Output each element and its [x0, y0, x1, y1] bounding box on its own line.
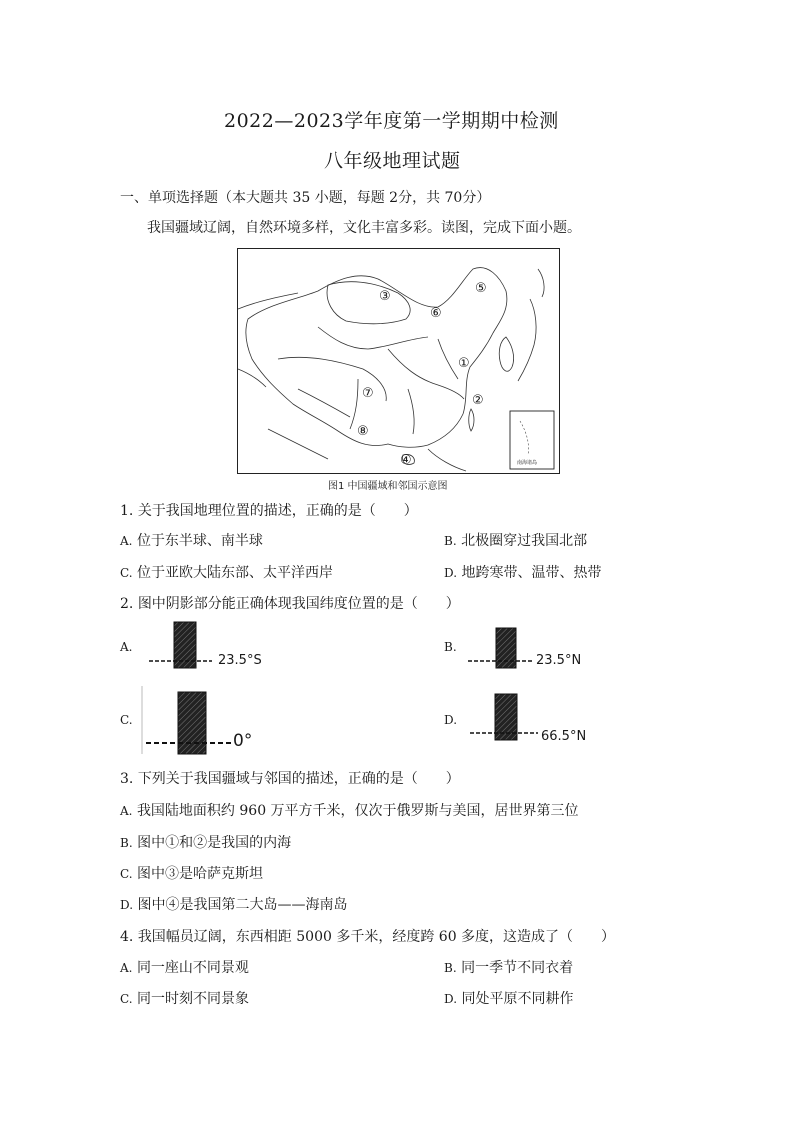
question-1-option-d[interactable]: D. 地跨寒带、温带、热带: [444, 565, 602, 581]
question-1-stem: 1. 关于我国地理位置的描述，正确的是（ ）: [120, 503, 418, 519]
exam-title: 2022—2023学年度第一学期期中检测: [224, 110, 559, 132]
question-2-option-c-latitude: 0°: [233, 731, 253, 751]
question-2-option-c-diagram[interactable]: [140, 686, 235, 758]
question-3-option-a[interactable]: A. 我国陆地面积约 960 万平方千米，仅次于俄罗斯与美国，居世界第三位: [120, 803, 579, 819]
question-2-option-d-latitude: 66.5°N: [541, 729, 587, 744]
question-1-option-b[interactable]: B. 北极圈穿过我国北部: [444, 533, 588, 549]
question-3-stem: 3. 下列关于我国疆域与邻国的描述，正确的是（ ）: [120, 771, 460, 787]
question-2-option-c-letter[interactable]: C.: [120, 713, 133, 727]
question-2-option-b-letter[interactable]: B.: [444, 640, 457, 654]
map-marker-3: ③: [379, 289, 391, 304]
question-4-option-a[interactable]: A. 同一座山不同景观: [120, 960, 249, 976]
intro-text: 我国疆域辽阔，自然环境多样，文化丰富多彩。读图，完成下面小题。: [147, 220, 581, 236]
question-4-option-c[interactable]: C. 同一时刻不同景象: [120, 991, 250, 1007]
map-marker-8: ⑧: [357, 424, 369, 439]
inset-label: 南海诸岛: [517, 460, 538, 466]
map-caption: 图1 中国疆域和邻国示意图: [328, 481, 448, 492]
question-4-option-d[interactable]: D. 同处平原不同耕作: [444, 991, 574, 1007]
map-marker-5: ⑤: [475, 281, 487, 296]
question-2-option-d-letter[interactable]: D.: [444, 713, 458, 727]
question-2-option-b-diagram[interactable]: [466, 624, 536, 672]
question-1-option-a[interactable]: A. 位于东半球、南半球: [120, 533, 263, 549]
map-marker-1: ①: [458, 356, 470, 371]
question-2-stem: 2. 图中阴影部分能正确体现我国纬度位置的是（ ）: [120, 596, 460, 612]
question-4-stem: 4. 我国幅员辽阔，东西相距 5000 多千米，经度跨 60 多度，这造成了（ ）: [120, 929, 616, 945]
question-1-option-c[interactable]: C. 位于亚欧大陆东部、太平洋西岸: [120, 565, 334, 581]
map-marker-2: ②: [472, 393, 484, 408]
question-2-option-d-diagram[interactable]: [468, 692, 540, 742]
question-2-option-a-letter[interactable]: A.: [120, 640, 133, 654]
map-marker-4: ④: [400, 453, 412, 468]
exam-subtitle: 八年级地理试题: [324, 150, 461, 172]
question-2-option-b-latitude: 23.5°N: [536, 653, 582, 668]
question-2-option-a-latitude: 23.5°S: [218, 653, 262, 668]
map-marker-7: ⑦: [362, 386, 374, 401]
question-3-option-b[interactable]: B. 图中①和②是我国的内海: [120, 835, 292, 851]
map-marker-6: ⑥: [430, 306, 442, 321]
question-4-option-b[interactable]: B. 同一季节不同衣着: [444, 960, 574, 976]
china-map-figure: [237, 248, 560, 474]
question-3-option-d[interactable]: D. 图中④是我国第二大岛——海南岛: [120, 897, 348, 913]
question-3-option-c[interactable]: C. 图中③是哈萨克斯坦: [120, 866, 264, 882]
question-2-option-a-diagram[interactable]: [146, 620, 216, 672]
map-borders: [238, 249, 559, 473]
section-heading: 一、单项选择题（本大题共 35 小题，每题 2分，共 70分）: [120, 190, 491, 206]
